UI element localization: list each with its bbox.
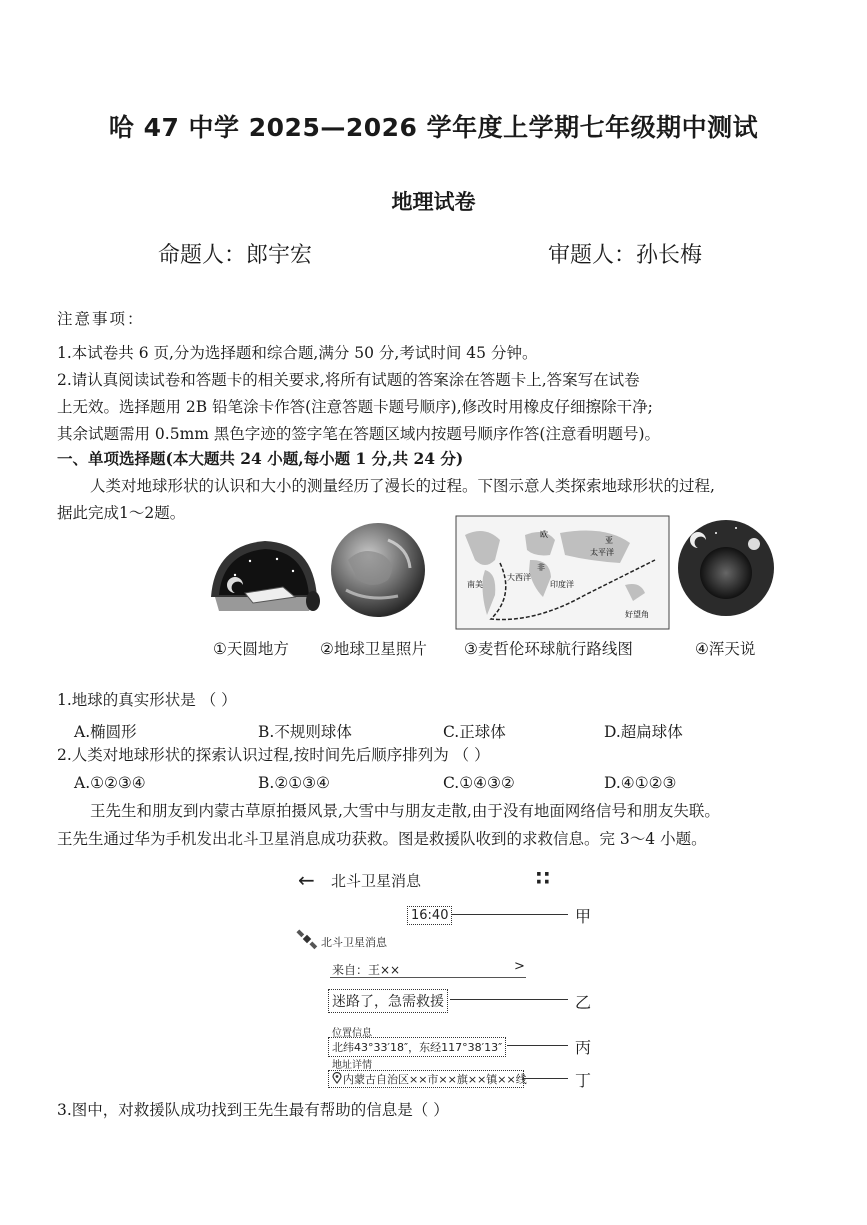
location-pin-icon [332, 1072, 342, 1084]
address: 内蒙古自治区××市××旗××镇××线 [343, 1073, 527, 1086]
q2-option-b: B.②①③④ [258, 774, 330, 792]
caption-4: ④浑天说 [695, 640, 756, 658]
caption-1: ①天圆地方 [213, 640, 289, 658]
sender: 来自：王×× [332, 963, 401, 977]
notice-item-2-line-3: 其余试题需用 0.5mm 黑色字迹的签字笔在答题区域内按题号顺序作答(注意看明题号)。 [57, 425, 660, 443]
magellan-route-map [455, 515, 670, 630]
q1-stem: 1.地球的真实形状是 （ ） [57, 691, 237, 709]
satellite-icon [296, 928, 318, 950]
dome-sky-illustration [205, 535, 323, 615]
phone-header-title: 北斗卫星消息 [331, 872, 422, 890]
divider [330, 977, 526, 978]
q1-option-c: C.正球体 [443, 723, 506, 741]
intro-line-1: 人类对地球形状的认识和大小的测量经历了漫长的过程。下图示意人类探索地球形状的过程, [90, 477, 715, 495]
time-stamp: 16:40 [407, 906, 452, 925]
leader-line-jia [452, 914, 568, 915]
notice-item-2-line-2: 上无效。选择题用 2B 铅笔涂卡作答(注意答题卡题号顺序),修改时用橡皮仔细擦除干净; [57, 398, 653, 416]
map-label-atlantic: 大西洋 [507, 573, 531, 582]
notice-heading: 注意事项： [57, 310, 145, 328]
q1-option-b: B.不规则球体 [258, 723, 352, 741]
map-label-africa: 非 [537, 563, 545, 572]
reviewer-name: 审题人：孙长梅 [548, 243, 703, 268]
q2-option-d: D.④①②③ [604, 774, 677, 792]
caption-2: ②地球卫星照片 [320, 640, 427, 658]
coordinates: 北纬43°33′18″，东经117°38′13″ [328, 1037, 506, 1057]
passage-line-2: 王先生通过华为手机发出北斗卫星消息成功获救。图是救援队收到的求救信息。完 3～4 小题。 [57, 830, 707, 848]
map-label-indian: 印度洋 [550, 580, 574, 589]
intro-line-2: 据此完成1～2题。 [57, 504, 186, 522]
leader-line-ding [523, 1078, 568, 1079]
q1-option-d: D.超扁球体 [604, 723, 683, 741]
author-name: 命题人：郎宇宏 [158, 243, 313, 268]
address-label: 地址详情 [332, 1060, 372, 1071]
notice-item-2-line-1: 2.请认真阅读试卷和答题卡的相关要求,将所有试题的答案涂在答题卡上,答案写在试卷 [57, 371, 640, 389]
q1-option-a: A.椭圆形 [74, 723, 137, 741]
tag-jia: 甲 [575, 907, 592, 926]
leader-line-bing [507, 1045, 568, 1046]
back-arrow-icon: ← [298, 868, 315, 892]
exam-title: 哈 47 中学 2025—2026 学年度上学期七年级期中测试 [108, 113, 759, 142]
map-label-asia: 亚 [605, 536, 613, 545]
map-label-samerica: 南美 [467, 580, 483, 589]
q2-option-c: C.①④③② [443, 774, 515, 792]
subject-title: 地理试卷 [391, 190, 476, 214]
tag-bing: 丙 [575, 1038, 592, 1057]
section-heading: 一、单项选择题(本大题共 24 小题,每小题 1 分,共 24 分) [57, 449, 464, 468]
q2-option-a: A.①②③④ [74, 774, 146, 792]
map-label-cape: 好望角 [625, 610, 649, 619]
tag-yi: 乙 [575, 993, 592, 1012]
caption-3: ③麦哲伦环球航行路线图 [464, 640, 633, 658]
q2-stem: 2.人类对地球形状的探索认识过程,按时间先后顺序排列为 （ ） [57, 746, 490, 764]
map-label-pacific: 太平洋 [590, 548, 614, 557]
leader-line-yi [450, 999, 568, 1000]
chevron-right-icon: > [514, 959, 525, 974]
notice-item-1: 1.本试卷共 6 页,分为选择题和综合题,满分 50 分,考试时间 45 分钟。 [57, 344, 538, 362]
app-label: 北斗卫星消息 [321, 936, 387, 949]
address-box [328, 1070, 527, 1088]
passage-line-1: 王先生和朋友到内蒙古草原拍摄风景,大雪中与朋友走散,由于没有地面网络信号和朋友失联。 [90, 802, 720, 820]
armillary-sky-illustration [676, 518, 776, 618]
menu-icon: ∷ [536, 866, 550, 890]
earth-satellite-photo [328, 520, 428, 620]
map-label-europe: 欧 [540, 530, 548, 539]
q3-stem: 3.图中，对救援队成功找到王先生最有帮助的信息是（ ） [57, 1101, 449, 1119]
location-label: 位置信息 [332, 1028, 372, 1039]
tag-ding: 丁 [575, 1071, 592, 1090]
rescue-message: 迷路了，急需救援 [328, 989, 448, 1013]
